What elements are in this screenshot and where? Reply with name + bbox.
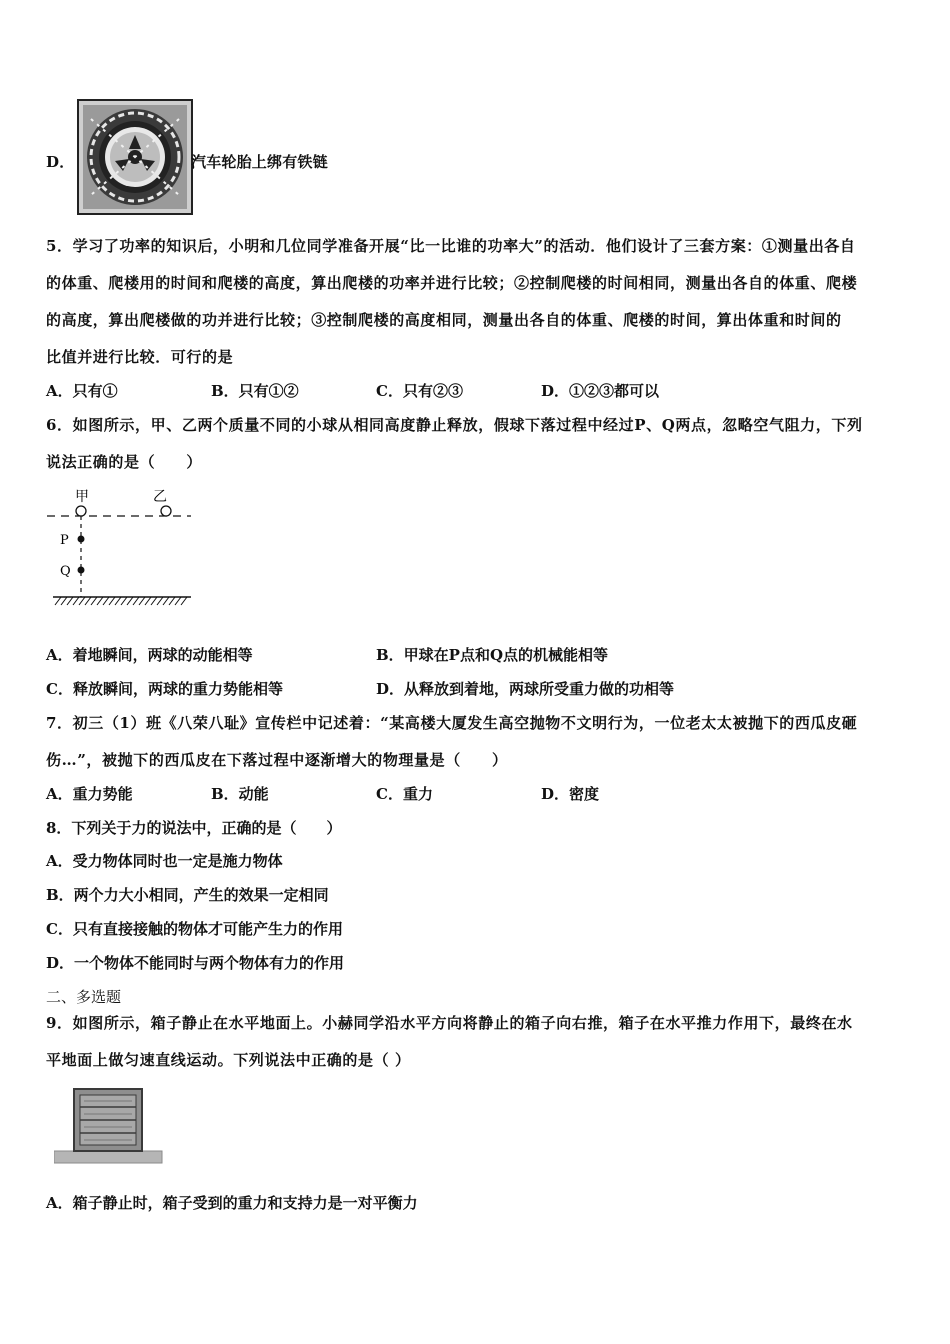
q5-option-c: C．只有②③ xyxy=(376,382,463,400)
q7-line-1: 7．初三（1）班《八荣八耻》宣传栏中记述着：“某高楼大厦发生高空抛物不文明行为，一位老太太被抛下的西瓜皮砸 xyxy=(46,714,858,732)
label-jia: 甲 xyxy=(75,489,89,505)
q8-stem: 8．下列关于力的说法中，正确的是（ ） xyxy=(46,819,342,837)
q5-line-4: 比值并进行比较．可行的是 xyxy=(46,348,234,366)
q6-option-d: D．从释放到着地，两球所受重力做的功相等 xyxy=(376,680,675,698)
floor xyxy=(54,1151,162,1163)
ball-yi xyxy=(161,506,171,516)
q7-option-d: D．密度 xyxy=(541,785,600,803)
q6-line-1: 6．如图所示，甲、乙两个质量不同的小球从相同高度静止释放，假球下落过程中经过P、Q两点，忽略空气阻力，下列 xyxy=(46,416,863,434)
q9-line-2: 平地面上做匀速直线运动。下列说法中正确的是（ ） xyxy=(46,1051,411,1069)
q6-option-b: B．甲球在P点和Q点的机械能相等 xyxy=(376,646,609,664)
label-q: Q xyxy=(60,564,71,579)
q6-line-2: 说法正确的是（ ） xyxy=(46,453,203,471)
q5-option-b: B．只有①② xyxy=(211,382,299,400)
tire-chain-image xyxy=(77,99,193,215)
q6-option-c: C．释放瞬间，两球的重力势能相等 xyxy=(46,680,283,698)
q5-option-a: A．只有① xyxy=(46,382,118,400)
q7-line-2: 伤…”，被抛下的西瓜皮在下落过程中逐渐增大的物理量是（ ） xyxy=(46,751,508,769)
box-on-floor-figure xyxy=(54,1083,164,1167)
q8-option-c: C．只有直接接触的物体才可能产生力的作用 xyxy=(46,920,343,938)
q7-option-b: B．动能 xyxy=(211,785,269,803)
q4-option-d-text: 汽车轮胎上绑有铁链 xyxy=(191,153,328,171)
label-yi: 乙 xyxy=(153,489,167,505)
q5-option-d: D．①②③都可以 xyxy=(541,382,660,400)
ball-jia xyxy=(76,506,86,516)
section-multiple-choice-title: 二、多选题 xyxy=(46,988,122,1006)
q8-option-a: A．受力物体同时也一定是施力物体 xyxy=(46,852,283,870)
point-p xyxy=(78,536,85,543)
q6-option-a: A．着地瞬间，两球的动能相等 xyxy=(46,646,253,664)
q5-line-2: 的体重、爬楼用的时间和爬楼的高度，算出爬楼的功率并进行比较；②控制爬楼的时间相同，测量出各自的体重、爬楼 xyxy=(46,274,858,292)
q5-line-3: 的高度，算出爬楼做的功并进行比较；③控制爬楼的高度相同，测量出各自的体重、爬楼的时间，算出体重和时间的 xyxy=(46,311,842,329)
label-p: P xyxy=(60,533,69,548)
q5-line-1: 5．学习了功率的知识后，小明和几位同学准备开展“比一比谁的功率大”的活动．他们设计了三套方案：①测量出各自 xyxy=(46,237,856,255)
q7-option-c: C．重力 xyxy=(376,785,433,803)
q7-option-a: A．重力势能 xyxy=(46,785,133,803)
q8-option-b: B．两个力大小相同，产生的效果一定相同 xyxy=(46,886,329,904)
q4-option-d-label: D． xyxy=(46,153,75,171)
falling-balls-figure xyxy=(45,485,195,610)
q9-option-a: A．箱子静止时，箱子受到的重力和支持力是一对平衡力 xyxy=(46,1194,418,1212)
point-q xyxy=(78,567,85,574)
q9-line-1: 9．如图所示，箱子静止在水平地面上。小赫同学沿水平方向将静止的箱子向右推，箱子在水平推力作用下，最终在水 xyxy=(46,1014,853,1032)
q8-option-d: D．一个物体不能同时与两个物体有力的作用 xyxy=(46,954,345,972)
